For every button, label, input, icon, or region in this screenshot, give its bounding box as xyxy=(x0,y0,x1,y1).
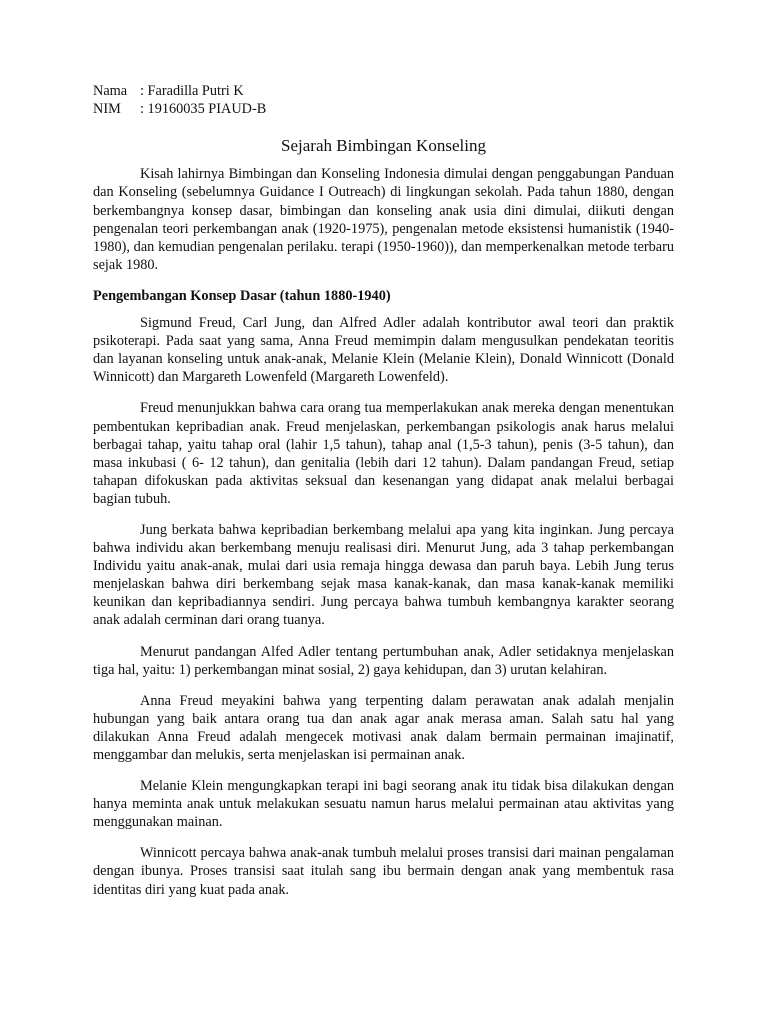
paragraph-freud: Freud menunjukkan bahwa cara orang tua memperlakukan anak mereka dengan menentukan pembentukan kepribadian anak. Freud menjelaskan, perkembangan psikologis anak harus melalui berbagai tahap, yaitu tahap oral (lahir 1,5 tahun), tahap anal (1,5-3 tahun), penis (3-5 tahun), dan masa inkubasi ( 6- 12 tahun), dan genitalia (lebih dari 12 tahun). Dalam pandangan Freud, setiap tahapan difokuskan pada aktivitas seksual dan kesenangan yang didapat anak melalui berbagai bagian tubuh. xyxy=(93,400,674,507)
intro-paragraph: Kisah lahirnya Bimbingan dan Konseling Indonesia dimulai dengan penggabungan Panduan dan Konseling (sebelumnya Guidance I Outreach) di lingkungan sekolah. Pada tahun 1880, dengan berkembangnya konsep dasar, bimbingan dan konseling anak usia dini dimulai, diikuti dengan pengenalan teori perkembangan anak (1920-1975), pengenalan metode eksistensi humanistik (1940-1980), dan kemudian pengenalan perilaku. terapi (1950-1960)), dan memperkenalkan metode terbaru sejak 1980. xyxy=(93,166,674,273)
paragraph-jung: Jung berkata bahwa kepribadian berkembang melalui apa yang kita inginkan. Jung percaya bahwa individu akan berkembang menuju realisasi diri. Menurut Jung, ada 3 tahap perkembangan Individu yaitu anak-anak, mulai dari usia remaja hingga dewasa dan paruh baya. Lebih Jung terus menjelaskan bahwa diri berkembang sejak masa kanak-kanak, dan masa kanak-kanak memiliki keunikan dan kepribadiannya sendiri. Jung percaya bahwa tumbuh kembangnya karakter seorang anak adalah cerminan dari orang tuanya. xyxy=(93,521,674,629)
nim-label: NIM xyxy=(93,101,121,118)
nim-value: : 19160035 PIAUD-B xyxy=(140,101,267,118)
name-label: Nama xyxy=(93,83,128,99)
paragraph-winnicott: Winnicott percaya bahwa anak-anak tumbuh melalui proses transisi dari mainan pengalaman dengan ibunya. Proses transisi saat itulah sang ibu bermain dengan anak yang membentuk rasa identitas diri yang kuat pada anak. xyxy=(93,845,674,898)
name-value: : Faradilla Putri K xyxy=(140,83,244,99)
section-heading: Pengembangan Konsep Dasar (tahun 1880-1940) xyxy=(93,287,391,304)
nim-row xyxy=(93,100,674,118)
paragraph-adler: Menurut pandangan Alfed Adler tentang pertumbuhan anak, Adler setidaknya menjelaskan tiga hal, yaitu: 1) perkembangan minat sosial, 2) gaya kehidupan, dan 3) urutan kelahiran. xyxy=(93,643,674,678)
document-title: Sejarah Bimbingan Konseling xyxy=(281,136,486,156)
paragraph-melanie-klein: Melanie Klein mengungkapkan terapi ini bagi seorang anak itu tidak bisa dilakukan dengan hanya meminta anak untuk melakukan sesuatu namun harus melalui permainan atau aktivitas yang menggunakan mainan. xyxy=(93,778,674,831)
name-row xyxy=(93,82,674,100)
paragraph-freud-jung-adler: Sigmund Freud, Carl Jung, dan Alfred Adler adalah kontributor awal teori dan praktik psikoterapi. Pada saat yang sama, Anna Freud memimpin dalam mengusulkan pendekatan teoritis dan layanan konseling untuk anak-anak, Melanie Klein (Melanie Klein), Donald Winnicott (Donald Winnicott) dan Margareth Lowenfeld (Margareth Lowenfeld). xyxy=(93,315,674,386)
paragraph-anna-freud: Anna Freud meyakini bahwa yang terpenting dalam perawatan anak adalah menjalin hubungan yang baik antara orang tua dan anak agar anak merasa aman. Salah satu hal yang dilakukan Anna Freud adalah mengecek motivasi anak dalam bermain permainan imajinatif, menggambar dan melukis, serta menjelaskan isi permainan anak. xyxy=(93,692,674,763)
